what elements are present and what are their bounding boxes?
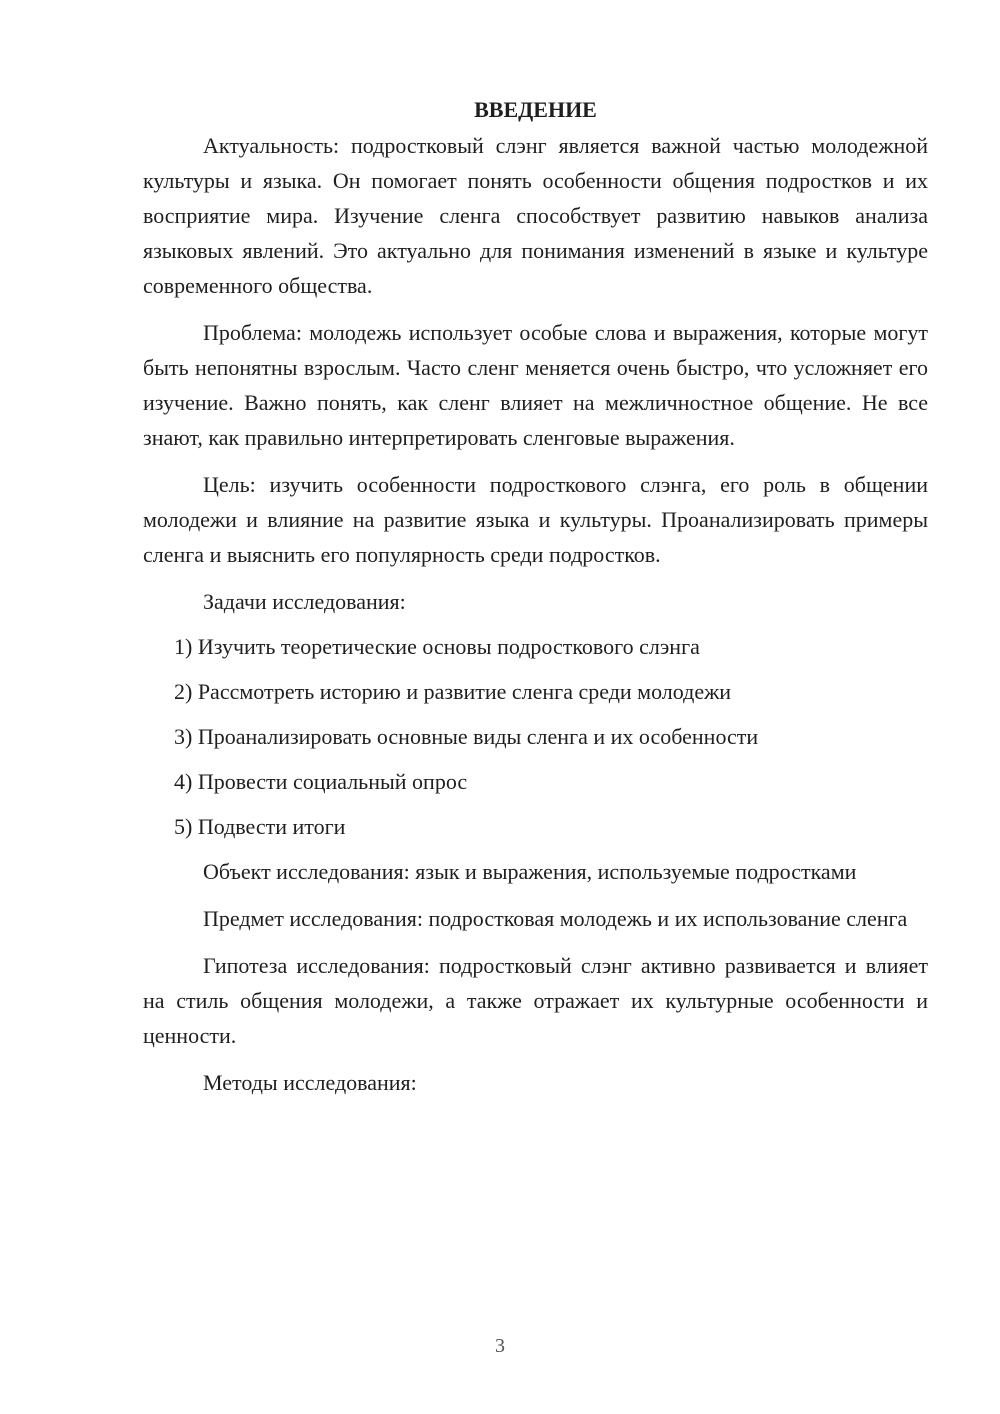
document-page [143,92,928,1112]
task-item: 5) Подвести итоги [174,814,346,839]
page-number: 3 [495,1335,505,1357]
task-item: 3) Проанализировать основные виды сленга и их особенности [174,724,759,749]
goal-paragraph: Цель: изучить особенности подросткового слэнга, его роль в общении молодежи и влияние на развитие языка и культуры. Проанализировать примеры сленга и выяснить его популярность среди подростков. [143,472,928,567]
task-item: 1) Изучить теоретические основы подросткового слэнга [174,634,700,659]
task-item: 2) Рассмотреть историю и развитие сленга среди молодежи [174,679,732,704]
methods-paragraph: Методы исследования: [203,1070,417,1095]
section-title: ВВЕДЕНИЕ [474,97,597,122]
task-item: 4) Провести социальный опрос [174,769,468,794]
hypothesis-paragraph: Гипотеза исследования: подростковый слэнг активно развивается и влияет на стиль общения молодежи, а также отражает их культурные особенности и ценности. [143,953,928,1048]
problem-paragraph: Проблема: молодежь использует особые слова и выражения, которые могут быть непонятны взрослым. Часто сленг меняется очень быстро, что усложняет его изучение. Важно понять, как сленг влияет на межличностное общение. Не все знают, как правильно интерпретировать сленговые выражения. [143,320,928,450]
subject-paragraph: Предмет исследования: подростковая молодежь и их использование сленга [203,906,908,931]
tasks-label: Задачи исследования: [203,589,406,614]
relevance-paragraph: Актуальность: подростковый слэнг является важной частью молодежной культуры и языка. Он помогает понять особенности общения подростков и их восприятие мира. Изучение сленга способствует развитию навыков анализа языковых явлений. Это актуально для понимания изменений в языке и культуре современного общества. [143,133,928,298]
tasks-list [143,629,928,844]
object-paragraph: Объект исследования: язык и выражения, используемые подростками [203,859,857,884]
